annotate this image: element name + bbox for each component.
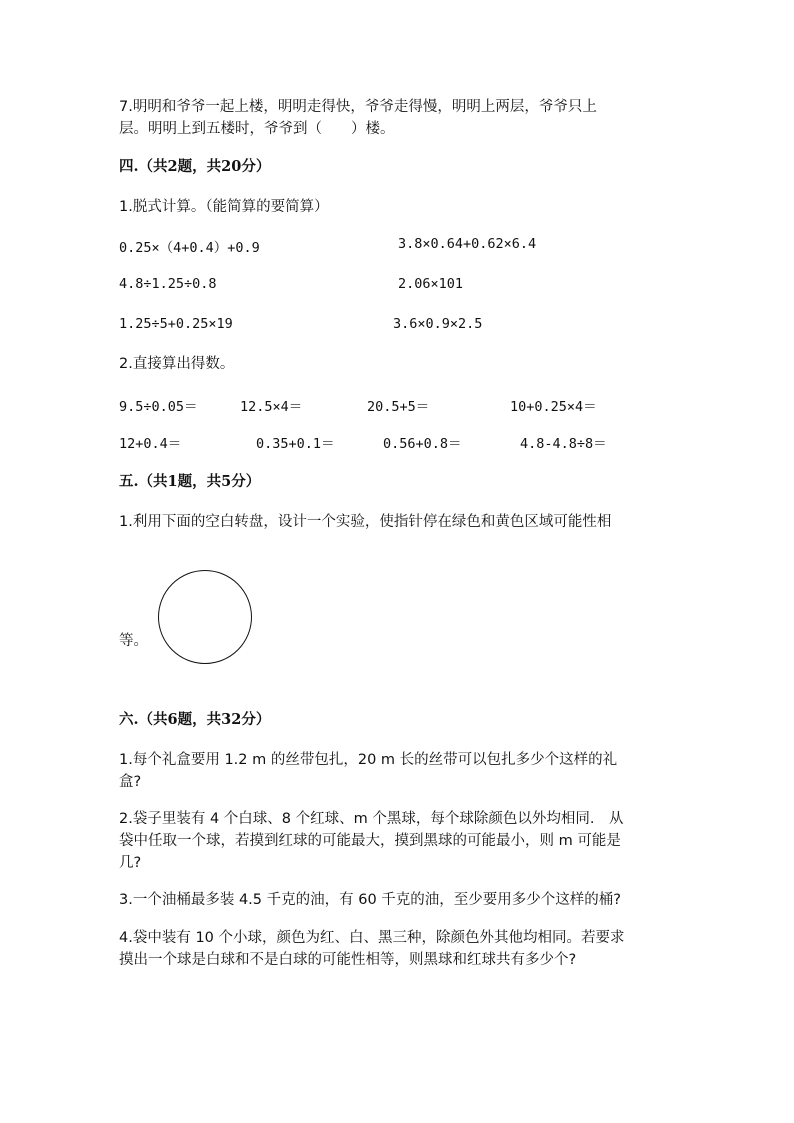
- quick-calc-item: 12.5×4＝: [240, 399, 303, 415]
- quick-calc-item: 4.8-4.8÷8＝: [520, 436, 607, 452]
- calc-item: 0.25×（4+0.4）+0.9: [119, 240, 260, 256]
- section6-heading: 六.（共6题，共32分）: [119, 711, 271, 728]
- quick-calc-item: 0.56+0.8＝: [383, 436, 462, 452]
- section4-q1-title: 1.脱式计算。（能简算的要简算）: [119, 199, 329, 215]
- section6-q2-line2: 袋中任取一个球，若摸到红球的可能最大，摸到黑球的可能最小，则 m 可能是: [119, 833, 621, 849]
- quick-calc-item: 20.5+5＝: [367, 399, 430, 415]
- q7-line2: 层。明明上到五楼时，爷爷到（ ）楼。: [119, 121, 395, 137]
- blank-spinner-circle: [158, 570, 252, 664]
- quick-calc-item: 12+0.4＝: [119, 436, 182, 452]
- section4-q2-title: 2.直接算出得数。: [119, 356, 235, 372]
- section6-q4-line2: 摸出一个球是白球和不是白球的可能性相等，则黑球和红球共有多少个?: [119, 952, 577, 968]
- section6-q2-line1: 2.袋子里装有 4 个白球、8 个红球、m 个黑球，每个球除颜色以外均相同. 从: [119, 811, 624, 827]
- calc-item: 1.25÷5+0.25×19: [119, 316, 233, 332]
- quick-calc-item: 0.35+0.1＝: [256, 436, 335, 452]
- calc-item: 2.06×101: [398, 276, 464, 292]
- calc-item: 3.6×0.9×2.5: [393, 316, 483, 332]
- section6-q1-line2: 盒?: [119, 774, 142, 790]
- section4-heading: 四.（共2题，共20分）: [119, 158, 271, 175]
- quick-calc-item: 10+0.25×4＝: [510, 399, 597, 415]
- section6-q3-line1: 3.一个油桶最多装 4.5 千克的油，有 60 千克的油，至少要用多少个这样的桶?: [119, 892, 621, 908]
- section5-q1-line1: 1.利用下面的空白转盘，设计一个实验，使指针停在绿色和黄色区域可能性相: [119, 514, 612, 530]
- section6-q4-line1: 4.袋中装有 10 个小球，颜色为红、白、黑三种，除颜色外其他均相同。若要求: [119, 930, 625, 946]
- q7-line1: 7.明明和爷爷一起上楼，明明走得快，爷爷走得慢，明明上两层，爷爷只上: [119, 99, 597, 115]
- calc-item: 3.8×0.64+0.62×6.4: [398, 236, 537, 252]
- section5-heading: 五.（共1题，共5分）: [119, 473, 261, 490]
- section6-q1-line1: 1.每个礼盒要用 1.2 m 的丝带包扎，20 m 长的丝带可以包扎多少个这样的礼: [119, 752, 618, 768]
- calc-item: 4.8÷1.25÷0.8: [119, 276, 217, 292]
- section6-q2-line3: 几?: [119, 855, 142, 871]
- quick-calc-item: 9.5÷0.05＝: [119, 399, 198, 415]
- section5-q1-line2: 等。: [119, 633, 148, 649]
